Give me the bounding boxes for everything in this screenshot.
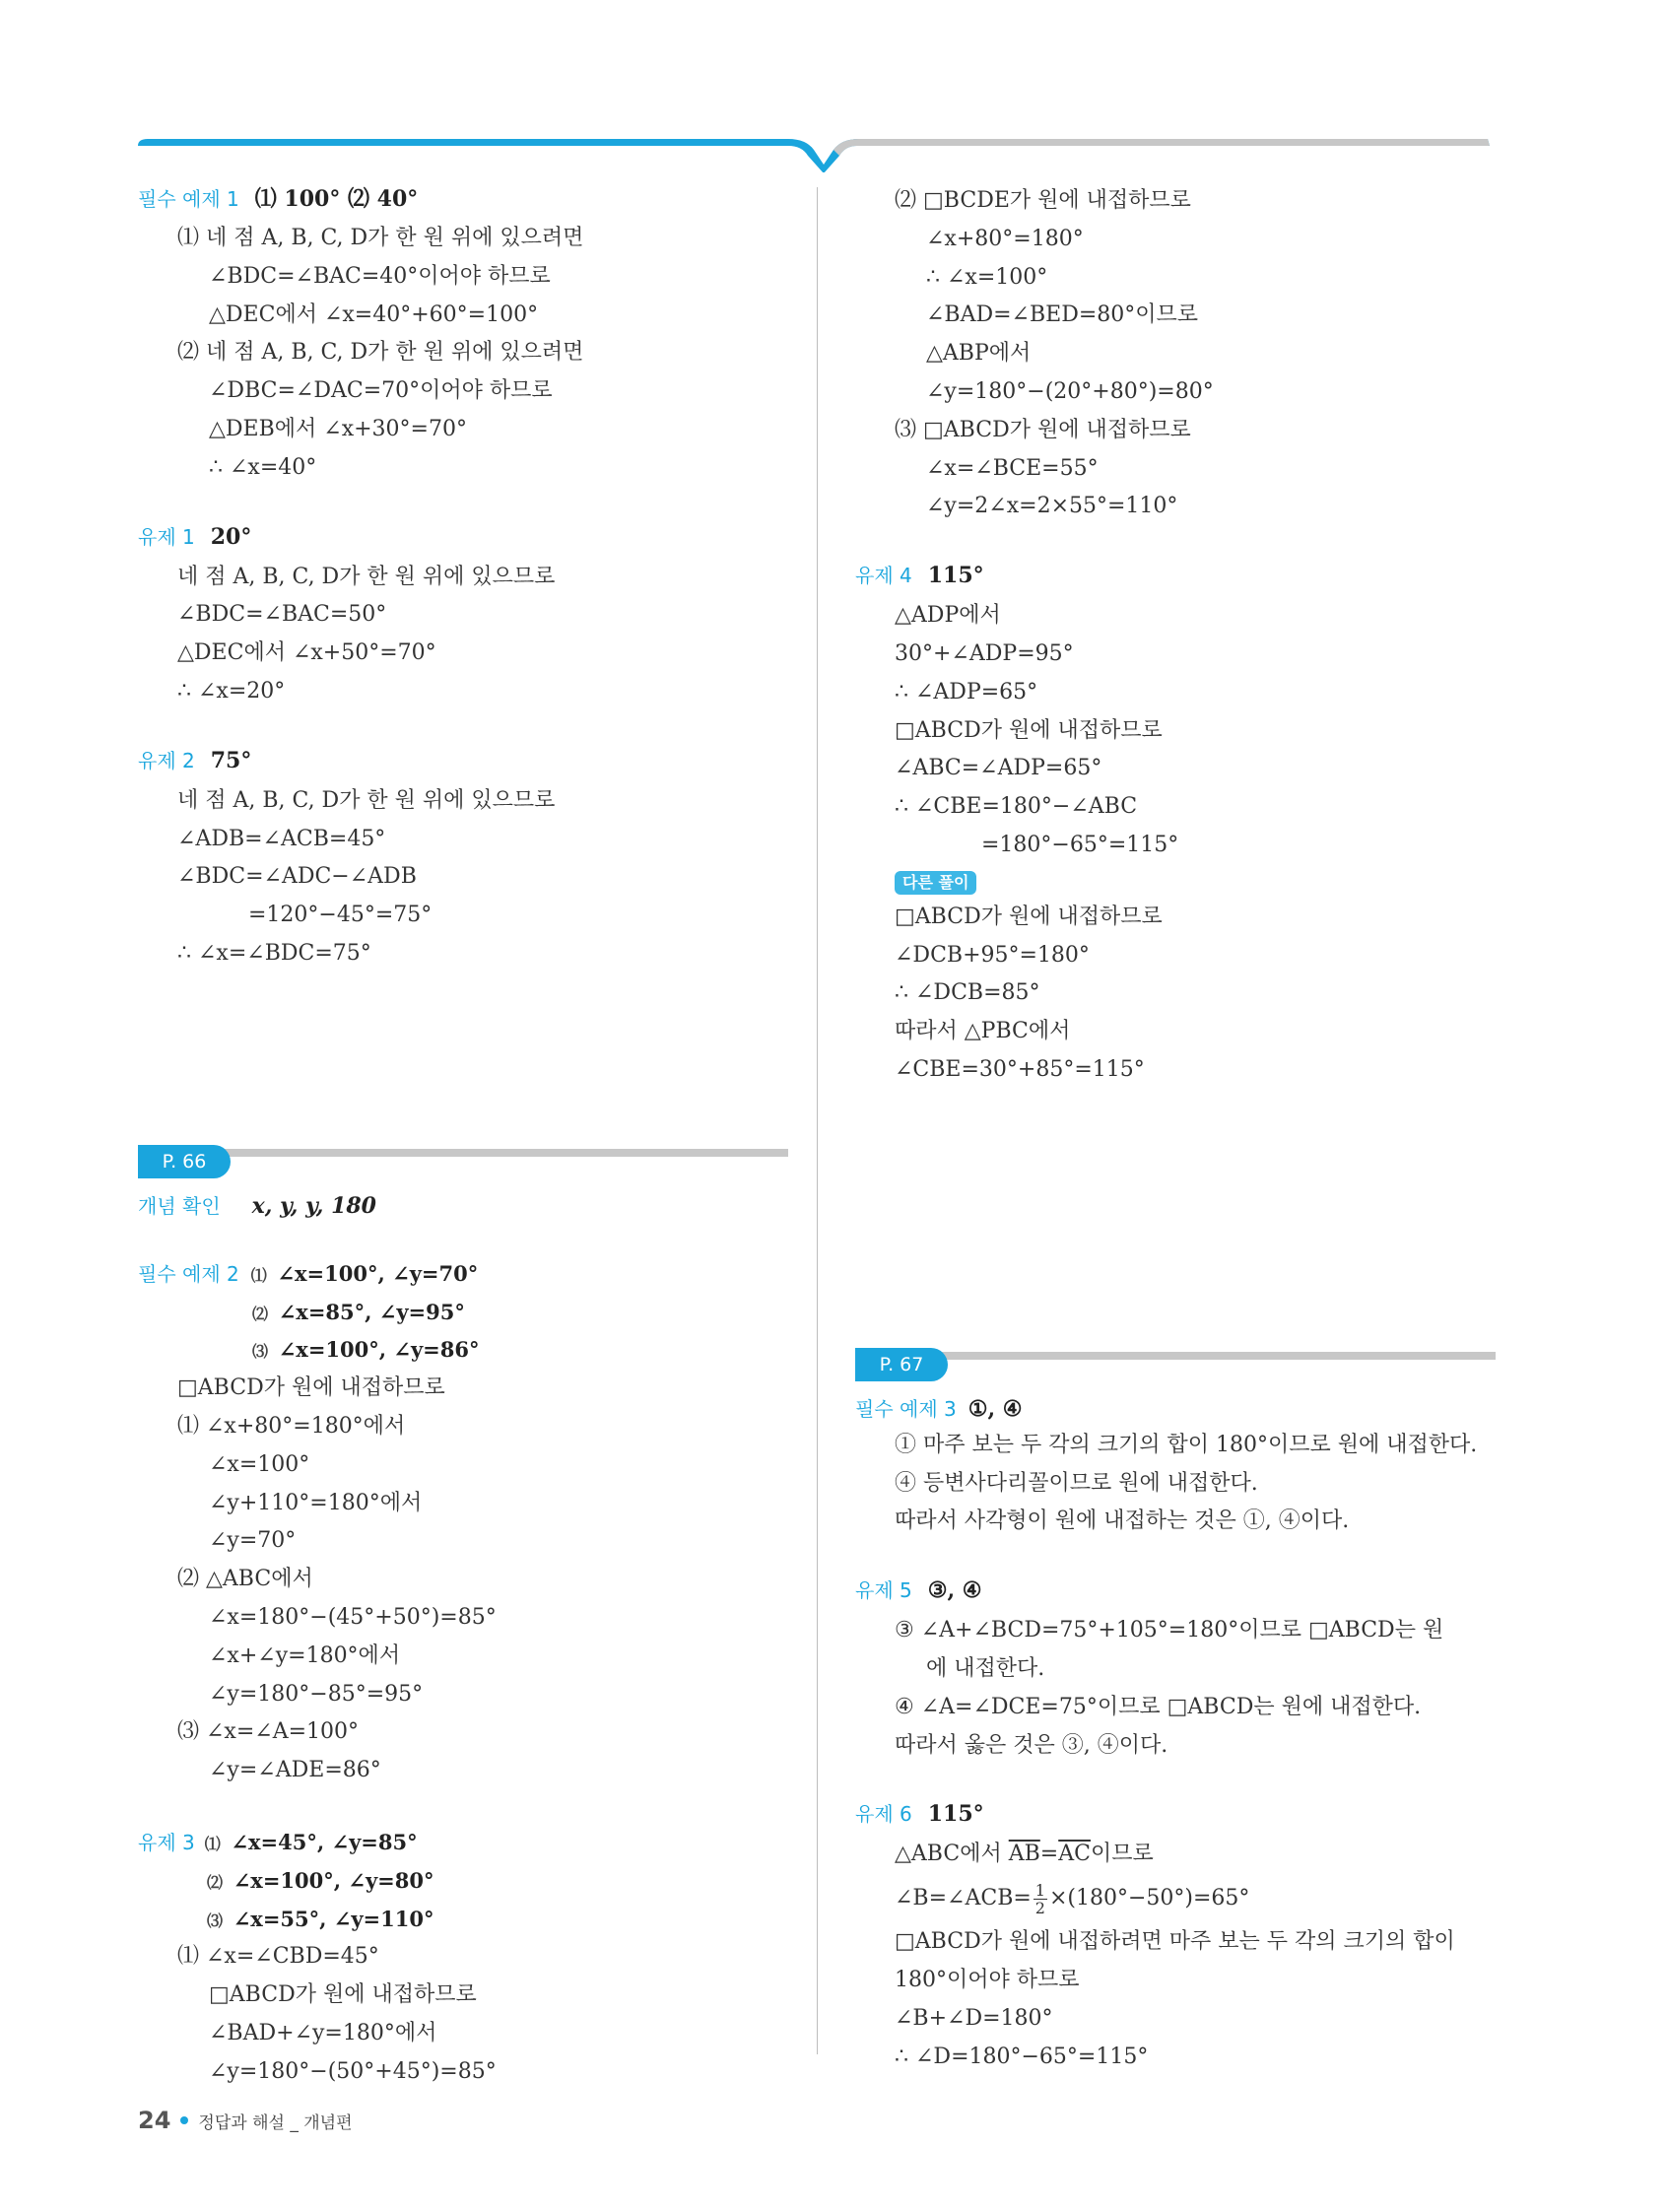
exercise-2-label: 유제 2 bbox=[138, 748, 195, 772]
exercise-5-answer: ③, ④ bbox=[927, 1577, 982, 1604]
solution-line: ∠y=2∠x=2×55°=110° bbox=[926, 494, 1178, 519]
solution-line: 따라서 사각형이 원에 내접하는 것은 ①, ④이다. bbox=[895, 1508, 1350, 1534]
solution-line: ⑴ ∠x=∠CBD=45° bbox=[177, 1944, 379, 1970]
concept-check bbox=[138, 1190, 788, 1228]
exercise-3-continued bbox=[855, 182, 1496, 526]
fraction-one-half: $\frac{1}{2}$ bbox=[1034, 1880, 1045, 1917]
alt-solution-badge: 다른 풀이 bbox=[895, 871, 976, 895]
solution-line: 따라서 △PBC에서 bbox=[895, 1019, 1071, 1044]
page-66-header bbox=[138, 1135, 788, 1184]
solution-line: ∠x+80°=180° bbox=[926, 226, 1084, 251]
solution-line: ∠DCB+95°=180° bbox=[895, 942, 1090, 968]
example-3-label: 필수 예제 3 bbox=[855, 1396, 957, 1421]
footer-title: 정답과 해설 _ 개념편 bbox=[198, 2112, 353, 2133]
example-2-answer-2: ∠x=85°, ∠y=95° bbox=[278, 1299, 465, 1324]
solution-line: ∠x=100° bbox=[209, 1451, 310, 1477]
page-67-header bbox=[855, 1338, 1496, 1387]
solution-line: ∴ ∠x=40° bbox=[209, 454, 317, 480]
solution-line: △DEC에서 ∠x+50°=70° bbox=[177, 640, 436, 666]
section-rule bbox=[934, 1352, 1496, 1360]
page-number: 24 bbox=[138, 2107, 171, 2134]
concept-check-answer: x, y, y, 180 bbox=[251, 1192, 376, 1219]
example-3 bbox=[855, 1393, 1496, 1541]
solution-line: □ABCD가 원에 내접하려면 마주 보는 두 각의 크기의 합이 bbox=[895, 1929, 1455, 1955]
right-column bbox=[855, 182, 1496, 2110]
exercise-2 bbox=[138, 745, 788, 973]
solution-line: ① 마주 보는 두 각의 크기의 합이 180°이므로 원에 내접한다. bbox=[895, 1432, 1478, 1457]
exercise-3-answer-3: ∠x=55°, ∠y=110° bbox=[233, 1906, 434, 1931]
solution-line: ∠BAD+∠y=180°에서 bbox=[209, 2020, 437, 2045]
solution-line: ④ 등변사다리꼴이므로 원에 내접한다. bbox=[895, 1470, 1258, 1496]
exercise-6 bbox=[855, 1798, 1496, 2076]
solution-line: 에 내접한다. bbox=[926, 1655, 1045, 1681]
solution-line: =120°−45°=75° bbox=[248, 903, 433, 928]
solution-line: 네 점 A, B, C, D가 한 원 위에 있으므로 bbox=[177, 787, 556, 813]
solution-line: ∠DBC=∠DAC=70°이어야 하므로 bbox=[209, 378, 553, 404]
bullet-icon bbox=[180, 2116, 188, 2124]
solution-line: ∠BDC=∠ADC−∠ADB bbox=[177, 864, 417, 890]
solution-line: ∠CBE=30°+85°=115° bbox=[895, 1056, 1145, 1082]
solution-line: ∠ADB=∠ACB=45° bbox=[177, 826, 386, 851]
page-footer bbox=[138, 2107, 353, 2134]
segment-ac: $\overline{AC}$ bbox=[1058, 1842, 1091, 1867]
left-column bbox=[138, 182, 788, 2124]
exercise-5-label: 유제 5 bbox=[855, 1578, 912, 1603]
solution-line: ∠BAD=∠BED=80°이므로 bbox=[926, 302, 1199, 328]
solution-line: △ABC에서 $\overline{AB}=\overline{AC}$이므로 bbox=[895, 1842, 1154, 1867]
solution-line: ∠B=∠ACB= $\frac{1}{2}$ ×(180°−50°)=65° bbox=[895, 1880, 1250, 1917]
section-rule bbox=[217, 1149, 788, 1157]
example-2-label: 필수 예제 2 bbox=[138, 1261, 239, 1286]
solution-line: ⑵ □BCDE가 원에 내접하므로 bbox=[895, 188, 1191, 213]
example-2-answer-3: ∠x=100°, ∠y=86° bbox=[278, 1337, 480, 1363]
exercise-2-answer: 75° bbox=[210, 747, 252, 773]
concept-check-label: 개념 확인 bbox=[138, 1193, 221, 1218]
exercise-3-label: 유제 3 bbox=[138, 1830, 195, 1854]
exercise-1-label: 유제 1 bbox=[138, 524, 195, 549]
solution-line: ∠x+∠y=180°에서 bbox=[209, 1642, 401, 1668]
solution-line: ∠x=180°−(45°+50°)=85° bbox=[209, 1604, 497, 1630]
solution-line: ⑶ ∠x=∠A=100° bbox=[177, 1719, 360, 1745]
solution-line: ∴ ∠x=20° bbox=[177, 678, 286, 704]
solution-line: ∠y=180°−(20°+80°)=80° bbox=[926, 378, 1214, 404]
exercise-1-answer: 20° bbox=[210, 523, 252, 550]
solution-line: ∴ ∠ADP=65° bbox=[895, 679, 1038, 704]
solution-line: ⑵ △ABC에서 bbox=[177, 1567, 313, 1592]
solution-line: ∠y=70° bbox=[209, 1528, 297, 1554]
solution-line: ⑴ ∠x+80°=180°에서 bbox=[177, 1413, 406, 1439]
example-1-answer: ⑴ 100° ⑵ 40° bbox=[254, 186, 419, 212]
solution-line: 네 점 A, B, C, D가 한 원 위에 있으므로 bbox=[177, 564, 556, 589]
solution-line: ∠y+110°=180°에서 bbox=[209, 1490, 423, 1515]
solution-line: △ADP에서 bbox=[895, 603, 1001, 629]
exercise-4 bbox=[855, 560, 1496, 1090]
solution-line: ∠y=180°−85°=95° bbox=[209, 1681, 424, 1707]
solution-line: ∠ABC=∠ADP=65° bbox=[895, 756, 1102, 781]
page-66-tab: P. 66 bbox=[138, 1145, 231, 1178]
exercise-6-label: 유제 6 bbox=[855, 1802, 912, 1827]
solution-line: □ABCD가 원에 내접하므로 bbox=[895, 904, 1163, 929]
solution-line: ∠y=∠ADE=86° bbox=[209, 1758, 381, 1783]
solution-line: ∴ ∠x=100° bbox=[926, 264, 1048, 290]
solution-line: ∴ ∠D=180°−65°=115° bbox=[895, 2044, 1149, 2069]
solution-line: ∠B+∠D=180° bbox=[895, 2005, 1053, 2031]
exercise-6-answer: 115° bbox=[927, 1801, 984, 1828]
exercise-3: 유제 3 ⑴ ∠x=45°, ∠y=85° ⑵ ∠x=100°, ∠y=80° ⑶ ∠x=55°, ∠y=110° ⑴ ∠x=∠CBD=45° □ABCD가 원에 내접하므로 ∠BAD+∠y=180°에서 ∠y=180°−(50°+45°)=85° bbox=[138, 1824, 788, 2092]
solution-line: 180°이어야 하므로 bbox=[895, 1967, 1080, 1992]
solution-line: □ABCD가 원에 내접하므로 bbox=[209, 1982, 477, 2008]
header-bar bbox=[0, 0, 1668, 172]
solution-line: =180°−65°=115° bbox=[981, 832, 1179, 857]
solution-line: △DEC에서 ∠x=40°+60°=100° bbox=[209, 302, 539, 327]
solution-line: △DEB에서 ∠x+30°=70° bbox=[209, 416, 467, 441]
solution-line: ⑶ □ABCD가 원에 내접하므로 bbox=[895, 417, 1191, 442]
example-2-answer-1: ∠x=100°, ∠y=70° bbox=[277, 1260, 479, 1286]
exercise-3-answer-2: ∠x=100°, ∠y=80° bbox=[233, 1867, 434, 1893]
exercise-4-answer: 115° bbox=[927, 563, 984, 589]
column-divider bbox=[817, 187, 818, 2054]
solution-line: □ABCD가 원에 내접하므로 bbox=[895, 717, 1163, 743]
solution-line: ∠y=180°−(50°+45°)=85° bbox=[209, 2058, 497, 2084]
solution-line: ∠BDC=∠BAC=50° bbox=[177, 602, 387, 628]
segment-ab: $\overline{AB}$ bbox=[1008, 1842, 1040, 1867]
solution-line: ∴ ∠x=∠BDC=75° bbox=[177, 940, 371, 966]
solution-line: △ABP에서 bbox=[926, 341, 1032, 367]
page-67-tab: P. 67 bbox=[855, 1348, 948, 1381]
solution-line: ∠x=∠BCE=55° bbox=[926, 455, 1099, 481]
solution-line: ⑵ 네 점 A, B, C, D가 한 원 위에 있으려면 bbox=[177, 340, 584, 366]
example-2: 필수 예제 2 ⑴ ∠x=100°, ∠y=70° ⑵ ∠x=85°, ∠y=95° ⑶ ∠x=100°, ∠y=86° □ABCD가 원에 내접하므로 ⑴ ∠x+80°=180°에서 ∠x=100° ∠y+110°=180°에서 ∠y=70° ⑵ △ABC에서 ∠x=180°−(45°+50°)=85° ∠x+∠y=180°에서 ∠y=180°−85°=95° ⑶ ∠x=∠A=100° ∠y=∠ADE=86° bbox=[138, 1255, 788, 1790]
solution-line: ③ ∠A+∠BCD=75°+105°=180°이므로 □ABCD는 원 bbox=[895, 1618, 1444, 1643]
solution-line: ⑴ 네 점 A, B, C, D가 한 원 위에 있으려면 bbox=[177, 226, 584, 250]
solution-line: ∠BDC=∠BAC=40°이어야 하므로 bbox=[209, 263, 551, 289]
solution-line: 30°+∠ADP=95° bbox=[895, 640, 1074, 666]
solution-line: 따라서 옳은 것은 ③, ④이다. bbox=[895, 1732, 1168, 1758]
solution-line: ④ ∠A=∠DCE=75°이므로 □ABCD는 원에 내접한다. bbox=[895, 1694, 1422, 1719]
exercise-1 bbox=[138, 521, 788, 711]
solution-line: ∴ ∠CBE=180°−∠ABC bbox=[895, 794, 1138, 820]
exercise-4-label: 유제 4 bbox=[855, 564, 912, 588]
solution-line: ∴ ∠DCB=85° bbox=[895, 980, 1040, 1006]
exercise-3-answer-1: ∠x=45°, ∠y=85° bbox=[231, 1829, 418, 1854]
exercise-5 bbox=[855, 1575, 1496, 1765]
solution-line: □ABCD가 원에 내접하므로 bbox=[177, 1375, 445, 1401]
example-1 bbox=[138, 182, 788, 488]
example-3-answer: ①, ④ bbox=[967, 1395, 1023, 1422]
example-1-label: 필수 예제 1 bbox=[138, 187, 239, 211]
